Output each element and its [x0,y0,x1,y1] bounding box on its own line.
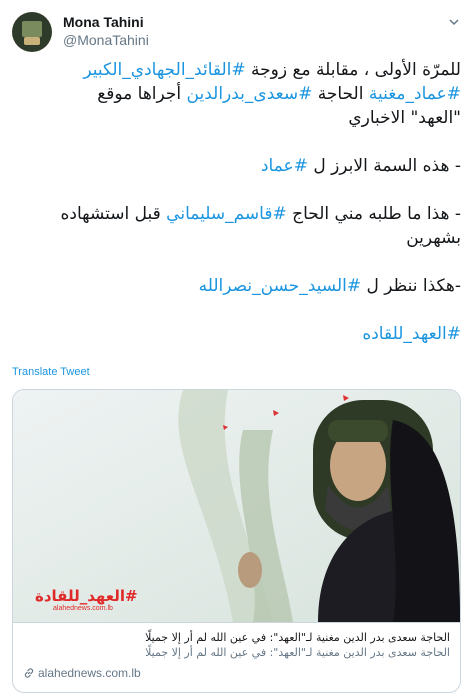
hashtag-link[interactable]: #قاسم_سليماني [166,204,287,224]
tweet-line-6: بشهرين [406,228,461,248]
tweet-line-5 [12,202,461,226]
hashtag-link[interactable]: #سعدى_بدرالدين [186,84,313,104]
tweet-line-4 [12,154,461,178]
chevron-down-icon[interactable] [447,16,461,30]
text: - هذه السمة الابرز ل [307,156,461,176]
tweet-header [12,12,461,56]
hashtag-link[interactable]: #عماد_مغنية [368,84,461,104]
card-image [13,390,460,622]
card-domain [23,666,141,680]
text: الحاجة [312,84,369,104]
text: قبل استشهاده [60,204,167,224]
hashtag-link[interactable]: #عماد [260,156,308,176]
text: - هذا ما طلبه مني الحاج [286,204,461,224]
tweet-line-8 [12,322,461,346]
brand-logo-text: #العهد_للقادة [35,587,138,605]
brand-logo [35,587,138,615]
hashtag-link[interactable]: #القائد_الجهادي_الكبير [83,60,246,80]
hashtag-link[interactable]: #العهد_للقاده [362,324,461,344]
card-domain-text: alahednews.com.lb [38,666,141,680]
text: للمرّة الأولى ، مقابلة مع زوجة [245,60,461,80]
tweet-line-3: "العهد" الاخباري [348,108,461,128]
link-card[interactable] [12,389,461,693]
tweet-line-2 [12,82,461,106]
translate-tweet-link[interactable]: Translate Tweet [12,366,90,378]
hashtag-link[interactable]: #السيد_حسن_نصرالله [198,276,362,296]
card-title: الحاجة سعدى بدر الدين مغنية لـ"العهد": في عين الله لم أر إلا جميلًا [145,631,450,644]
tweet-line-1 [12,58,461,82]
link-icon [23,667,35,679]
card-meta [13,622,460,693]
tweet-text [12,58,461,346]
avatar[interactable] [12,12,52,52]
text: أجراها موقع [97,84,187,104]
card-description: الحاجة سعدى بدر الدين مغنية لـ"العهد": في عين الله لم أر إلا جميلًا [145,646,450,659]
tweet-line-7 [12,274,461,298]
text: -هكذا ننظر ل [361,276,461,296]
author-handle[interactable]: @MonaTahini [63,32,149,48]
author-name[interactable]: Mona Tahini [63,14,144,30]
brand-url-text: alahednews.com.lb [53,605,113,612]
